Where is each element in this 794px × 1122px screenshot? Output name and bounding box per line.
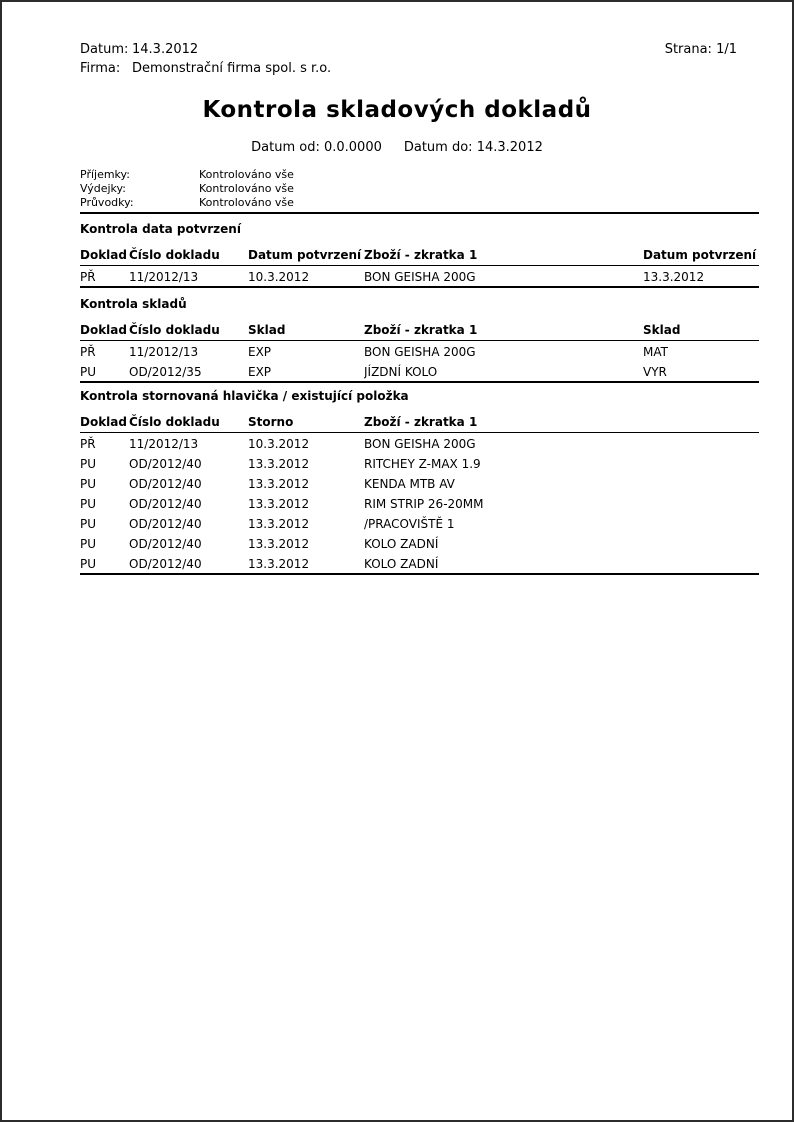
table-row <box>80 453 759 473</box>
table-cell: PU <box>80 557 97 571</box>
table-cell: OD/2012/35 <box>129 365 202 379</box>
table-cell: 13.3.2012 <box>248 457 310 471</box>
table-cell: PU <box>80 365 97 379</box>
table-cell: 13.3.2012 <box>248 477 310 491</box>
table-cell: KOLO ZADNÍ <box>364 537 439 551</box>
table-row <box>80 433 759 454</box>
table-cell: OD/2012/40 <box>129 477 202 491</box>
column-header: Sklad <box>643 318 759 341</box>
table-cell: 11/2012/13 <box>129 270 199 284</box>
table-cell: 13.3.2012 <box>248 557 310 571</box>
page-number: Strana: 1/1 <box>664 42 737 57</box>
table-cell: MAT <box>643 345 668 359</box>
company-value: Demonstrační firma spol. s r.o. <box>132 61 332 76</box>
table-cell: PŘ <box>80 345 96 359</box>
filter-pruvodky: Průvodky: Kontrolováno vše <box>80 196 294 209</box>
header-meta <box>80 40 331 78</box>
table-cell: OD/2012/40 <box>129 557 202 571</box>
table-cell: KENDA MTB AV <box>364 477 455 491</box>
table-cell: PŘ <box>80 270 96 284</box>
date-to: Datum do: 14.3.2012 <box>403 140 543 155</box>
table-storno <box>80 410 759 575</box>
column-header: Číslo dokladu <box>129 318 248 341</box>
table-cell: RIM STRIP 26-20MM <box>364 497 484 511</box>
table-cell: KOLO ZADNÍ <box>364 557 439 571</box>
table-row <box>80 513 759 533</box>
column-header: Datum potvrzení <box>643 243 759 266</box>
column-header: Číslo dokladu <box>129 410 248 433</box>
column-header: Doklad <box>80 243 129 266</box>
table-cell: PU <box>80 517 97 531</box>
table-cell: OD/2012/40 <box>129 537 202 551</box>
company-row <box>80 59 331 78</box>
column-header: Datum potvrzení <box>248 243 364 266</box>
table-row <box>80 533 759 553</box>
table-cell: OD/2012/40 <box>129 517 202 531</box>
date-from: Datum od: 0.0.0000 <box>251 140 382 155</box>
table-row <box>80 493 759 513</box>
column-header: Číslo dokladu <box>129 243 248 266</box>
table-sklady <box>80 318 759 383</box>
table-cell: RITCHEY Z-MAX 1.9 <box>364 457 481 471</box>
filter-summary <box>80 168 294 210</box>
table-data-potvrzeni <box>80 243 759 288</box>
filter-prijemky: Příjemky: Kontrolováno vše <box>80 168 294 181</box>
table-cell: 13.3.2012 <box>248 537 310 551</box>
table-cell: EXP <box>248 365 272 379</box>
date-row <box>80 40 331 59</box>
section-kontrola-skladu <box>80 297 759 383</box>
table-row <box>80 266 759 288</box>
table-cell: PU <box>80 537 97 551</box>
section-stornovana-hlavicka <box>80 389 759 575</box>
table-cell: 13.3.2012 <box>248 497 310 511</box>
column-header: Zboží - zkratka 1 <box>364 243 643 266</box>
table-header-row <box>80 410 759 433</box>
column-header: Doklad <box>80 410 129 433</box>
table-cell: BON GEISHA 200G <box>364 345 476 359</box>
table-cell: JÍZDNÍ KOLO <box>364 365 438 379</box>
table-cell: 10.3.2012 <box>248 270 310 284</box>
column-header: Doklad <box>80 318 129 341</box>
table-row <box>80 341 759 362</box>
table-cell: 10.3.2012 <box>248 437 310 451</box>
table-cell: PU <box>80 457 97 471</box>
table-cell: VYR <box>643 365 667 379</box>
section-kontrola-data-potvrzeni <box>80 222 759 288</box>
section-title: Kontrola skladů <box>80 297 187 311</box>
table-header-row <box>80 243 759 266</box>
section-title: Kontrola data potvrzení <box>80 222 241 236</box>
table-cell: BON GEISHA 200G <box>364 437 476 451</box>
document-header <box>80 40 737 78</box>
section-title: Kontrola stornovaná hlavička / existující položka <box>80 389 409 403</box>
table-cell: 13.3.2012 <box>248 517 310 531</box>
table-cell: 13.3.2012 <box>643 270 705 284</box>
column-header: Sklad <box>248 318 364 341</box>
date-value: 14.3.2012 <box>132 42 199 57</box>
table-cell: PU <box>80 477 97 491</box>
date-label: Datum: <box>80 42 129 57</box>
date-range <box>2 140 792 155</box>
table-cell: 11/2012/13 <box>129 345 199 359</box>
filter-vydejky: Výdejky: Kontrolováno vše <box>80 182 294 195</box>
table-cell: 11/2012/13 <box>129 437 199 451</box>
table-cell: EXP <box>248 345 272 359</box>
table-cell: OD/2012/40 <box>129 497 202 511</box>
table-header-row <box>80 318 759 341</box>
table-row <box>80 473 759 493</box>
column-header: Storno <box>248 410 364 433</box>
table-row <box>80 553 759 574</box>
column-header: Zboží - zkratka 1 <box>364 318 643 341</box>
table-cell: PŘ <box>80 437 96 451</box>
table-row <box>80 361 759 382</box>
report-title: Kontrola skladových dokladů <box>202 97 592 123</box>
table-cell: BON GEISHA 200G <box>364 270 476 284</box>
column-header: Zboží - zkratka 1 <box>364 410 759 433</box>
table-cell: /PRACOVIŠTĚ 1 <box>364 517 455 531</box>
table-cell: OD/2012/40 <box>129 457 202 471</box>
company-label: Firma: <box>80 61 121 76</box>
table-cell: PU <box>80 497 97 511</box>
header-divider <box>80 212 759 214</box>
